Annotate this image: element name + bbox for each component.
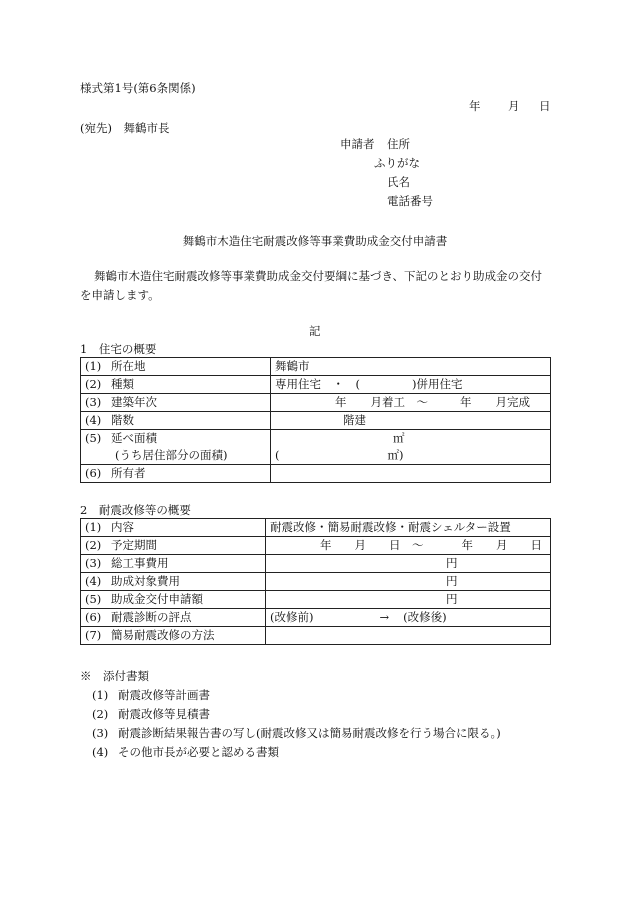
applicant-address-label: 住所 [387,137,410,151]
table-row [81,465,551,483]
table-row [81,555,551,573]
attachment-item: (3) 耐震診断結果報告書の写し(耐震改修又は簡易耐震改修を行う場合に限る。) [92,726,501,740]
year-value: 年 月着工 ～ 年 月完成 [271,394,551,412]
label-cell: (2) 種類 [81,376,271,394]
label-cell: (1) 所在地 [81,358,271,376]
table-row [81,591,551,609]
floors-value: 階建 [271,412,551,430]
label-cell: (3) 建築年次 [81,394,271,412]
attachment-item: (1) 耐震改修等計画書 [92,688,210,702]
table-row [81,609,551,627]
table-row [81,537,551,555]
body-line-2: を申請します。 [80,288,160,302]
date-month: 月 [508,99,520,113]
total-cost-value: 円 [266,555,551,573]
document-title: 舞鶴市木造住宅耐震改修等事業費助成金交付申請書 [182,234,448,248]
attachment-item: (2) 耐震改修等見積書 [92,707,210,721]
applicant-phone-label: 電話番号 [387,194,433,208]
simple-retrofit-method-value [266,627,551,645]
table-row [81,430,551,465]
applicant-label: 申請者 [340,137,375,151]
ki-mark: 記 [309,324,321,338]
section2-title: 2 耐震改修等の概要 [80,503,191,517]
label-cell: (4) 階数 [81,412,271,430]
area-value: ㎡ ( ㎡) [271,430,551,465]
applicant-name-label: 氏名 [387,175,410,189]
section1-title: 1 住宅の概要 [80,342,157,356]
label-cell: (6) 耐震診断の評点 [81,609,266,627]
label-cell: (7) 簡易耐震改修の方法 [81,627,266,645]
period-value: 年 月 日 ～ 年 月 日 [266,537,551,555]
applicant-furigana-label: ふりがな [374,156,420,170]
requested-amount-value: 円 [266,591,551,609]
form-number: 様式第1号(第6条関係) [80,81,196,95]
label-cell: (4) 助成対象費用 [81,573,266,591]
label-cell: (2) 予定期間 [81,537,266,555]
attachment-item: (4) その他市長が必要と認める書類 [92,745,279,759]
label-cell: (5) 延べ面積 (うち居住部分の面積) [81,430,271,465]
table-row [81,573,551,591]
table-row [81,519,551,537]
owner-value [271,465,551,483]
table-row [81,358,551,376]
housing-overview-table [80,357,551,483]
label-cell: (1) 内容 [81,519,266,537]
label-cell: (6) 所有者 [81,465,271,483]
seismic-retrofit-table [80,518,551,645]
label-cell: (3) 総工事費用 [81,555,266,573]
date-year: 年 [469,99,481,113]
type-value: 専用住宅 ・ ( )併用住宅 [271,376,551,394]
table-row [81,412,551,430]
content-value: 耐震改修・簡易耐震改修・耐震シェルター設置 [266,519,551,537]
location-value: 舞鶴市 [271,358,551,376]
date-day: 日 [539,99,551,113]
label-cell: (5) 助成金交付申請額 [81,591,266,609]
body-line-1: 舞鶴市木造住宅耐震改修等事業費助成金交付要綱に基づき、下記のとおり助成金の交付 [94,269,543,283]
addressee: (宛先) 舞鶴市長 [80,121,170,135]
table-row [81,376,551,394]
table-row [81,627,551,645]
eligible-cost-value: 円 [266,573,551,591]
score-value: (改修前) → (改修後) [266,609,551,627]
table-row [81,394,551,412]
attachments-title: ※ 添付書類 [80,669,149,683]
